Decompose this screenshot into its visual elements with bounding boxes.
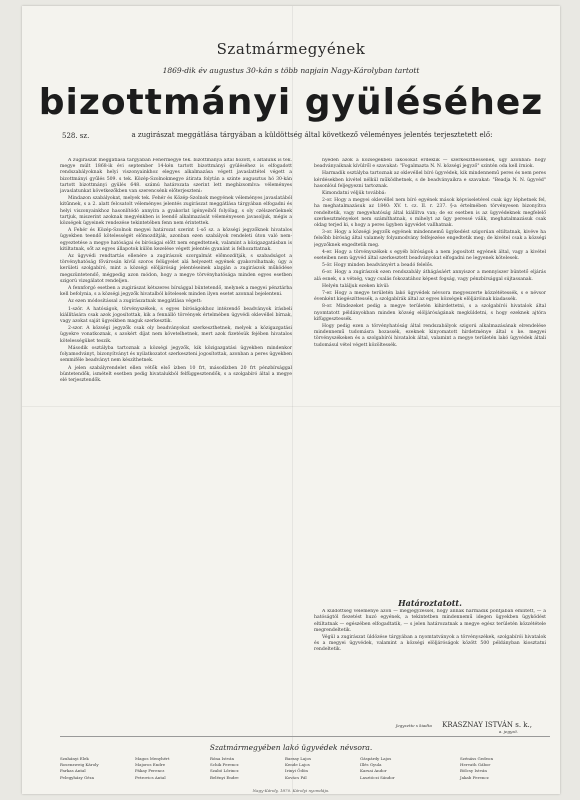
paragraph: 8-or. Mindezeket pedig a megye területén kihirdettetni, s a szolgabírói hivatalok által nyomtatott példányokban minden község elöljáróságának megküldetni, s hogy ezeknek ajtóra kifüggesztessék. <box>314 304 546 322</box>
document-sheet <box>22 6 560 794</box>
intro-line: a zugirászat meggátlása tárgyában a küldöttség által következő véleményes jelentés terjesztetett elő: <box>131 131 493 139</box>
fold-line-vertical <box>292 6 293 794</box>
section-divider <box>60 736 550 737</box>
resolution-body <box>314 609 546 719</box>
lawyer-name: Gáspárdy Lajos <box>360 756 392 761</box>
lawyer-name: Magos Menyhért <box>135 756 170 761</box>
meeting-subtitle: 1869-dik év augustus 30-kán s több napjain Nagy-Károlyban tartott <box>162 66 420 75</box>
paragraph: Végül a zugirászat üldözése tárgyában a nyomtatványok a törvényszékek, szolgabírói hivatalok és a megyei ügyvédek, valamint a községi elöljáróságok között 500 példányban kiosztatni rendeltetik. <box>314 635 546 653</box>
signature-name: KRASZNAY ISTVÁN s. k., <box>442 721 532 730</box>
lawyer-name: Schik Ferencz <box>210 762 239 768</box>
paragraph: Az ügyvédi rendtartás ellenére a zugirászok szorgalmát előmozdítják, s szabadságot a törvényhatóság fővárosán kívül szoros felügyelet alá helyezett egyének gyakorolhatnak; úgy a kerületi szolgabíró, mint a községi elöljáróság jelentéseinek alapján a zugirászok működése megszüntetendő, mégpedig azon módon, hogy a megye törvényhatósága minden egyes esetben szigorú vizsgálatot rendeljen. <box>60 254 292 284</box>
headline: bizottmányi gyüléséhez <box>38 82 544 123</box>
lawyer-name: Karsai Andor <box>360 768 387 774</box>
paragraph: Harmadik osztályba tartoznak az oklevéllel bíró ügyvédek, kik mindennemű peres és nem peres kérdésekben kivétel nélkül működhetnek, s de beadványaikra e szavakat: "Beadja N. N. ügyvéd" hasonlóul feljegyezni tartoznak. <box>314 171 546 189</box>
paragraph: nyeden azok a községekbeli lakosokat érdeklik — szerkeszthessenek, úgy azonban: hogy beadványaiknak kívülről e szavakat: "Fogalmazta N. N. községi jegyző" szintén oda kell írniok. <box>314 158 546 170</box>
lawyer-name: Farkas Antal <box>60 768 86 774</box>
paragraph: 7-er. Hogy a megye területén lakó ügyvédek névsora megyeszerte közzététessék, s e névsor évenként kiegészíttessék, a szolgabírák által az egyes községek elöljáróinak kiadassék. <box>314 291 546 303</box>
lawyer-name: Hervath Gábor <box>460 762 491 768</box>
lawyer-name: Rosenzweig Károly <box>60 762 99 768</box>
paragraph: 4-er. Hogy a törvényszékek s egyéb bíróságok a nem jogosított egyének által, vagy a kivétel eseteiben nem ügyvéd által szerkesztett beadványokat elfogadni ne legyenek kötelesek. <box>314 249 546 262</box>
lawyer-name: Felegyházy Géza <box>60 774 95 780</box>
lawyer-name: Lasztóczi Sándor <box>360 774 395 780</box>
signature-title: a. jegyző. <box>498 729 518 735</box>
paragraph: Helyén találjuk ezeken kívül: <box>322 283 390 289</box>
paragraph: 2-or. Hogy a megyei oklevéllel nem bíró egyének mások képviseletével csak úgy léphetnek fel, ha meghatalmazásuk az 1840: XV. t. cz. II. r. 237. §-a értelmében törvényesen bizonyítva rendeltetik, vagy megyehatóság által kiállítva van; de ez esetben is az ügyvédeknek megfelelő szerkesztményeket nem számíthatnak, s mihelyt az ügy peressé válik, meghatalmazásuk csak oldag terjed ki, s hogy a peres ügyben ügyvédet vallhatnak. <box>314 198 546 229</box>
lawyer-name: Majoros Endre <box>135 762 166 768</box>
left-text-column <box>60 158 292 756</box>
lawyer-name: Petrovics Antal <box>135 774 166 780</box>
lawyer-name: Barzay Lajos <box>285 756 312 761</box>
paragraph: 1-ször. A hatóságok, törvényszékek, s egyes bíróságokhoz intézendő beadványok írásbeli kiállítására csak azok jogosítottak, kik a fennálló törvények értelmében ügyvédi oklevéllel bírnak, vagy azokat saját ügyeikben maguk szerkesztik. <box>60 306 292 325</box>
county-title: Szatmármegyének <box>216 40 366 58</box>
paragraph: 3-or. Hogy a községi jegyzők egyének mindennemű ügykedést szigorúan eltiltatnak, kivéve ha felsőbb bíróság által valamely folyamodvány felfejezése engedtetik meg; de kivétel csak a községi jegyzőknek engedtetik meg. <box>314 230 546 248</box>
lawyer-name: Irinyi Ödön <box>285 768 308 774</box>
paragraph: Az ezen módosítással a zugirászatnak meggátlása végett: <box>68 299 202 305</box>
paragraph: 6-or. Hogy a zugirászok ezen rendszabály áthágásáért annyiszor a mennyiszer büntető eljárás alá esnek, s a vétség, vagy csalás fokozatához képest fogság, vagy pénzbírsággal sújtassanak. <box>314 270 546 282</box>
paragraph: 2-szor. A községi jegyzők csak oly beadványokat szerkeszthetnek, melyek a közigazgatási ügyekre vonatkoznak, s azokért díjat nem követelhetnek, mert azok fizetésük fejében hivatalos kötelességüket teszik. <box>60 326 292 344</box>
lawyer-name: Szuhányi Elek <box>60 756 89 761</box>
lawyer-name: Kende Lajos <box>285 762 310 768</box>
lawyer-column <box>60 756 122 781</box>
lawyer-name: Róna István <box>210 756 235 761</box>
lawyer-name: Illés Gyula <box>360 762 382 768</box>
lawyer-name: Kovács Pál <box>285 774 307 780</box>
lawyer-name: Pákay Ferencz <box>135 768 165 774</box>
paragraph: Kimondatni véljük továbbá: <box>322 191 386 197</box>
right-column-body <box>314 158 546 596</box>
right-text-column <box>314 158 546 736</box>
paragraph: A fennforgó esetben a zugirászat kétszeres bírsággal büntetendő, melynek a megyei pénztárba kell befolynia, s a községi jegyzők hivatalból kötelesek minden ilyen esetet azonnal bejelenteni. <box>60 286 292 298</box>
paragraph: A Fehér és Közép-Szolnok megyei határozat szerint 1-ső sz. a községi jegyzőknek hivatalos ügyekben teendő kötelességét előmozdítják, azonban ezen szabályok rendeleti úton való nem-egyeztetése a megye hatóságai és bíróságai előtt nem engedtetnek, valamint a közigazgatásban is kitiltatnak, sőt az egyes állapotok külön kezelése végett jelentés gyanánt is felhozattatnak. <box>60 228 292 252</box>
signature-block <box>314 722 546 729</box>
lawyer-column <box>360 756 450 781</box>
lawyer-name: Szabó Lőrincz <box>210 768 239 774</box>
signature-role: Jegyzette s kiadta <box>395 723 432 729</box>
lawyer-column <box>210 756 272 781</box>
lawyer-name: Szénáss Gedeon <box>460 756 494 761</box>
paragraph: A zugirászat meggátlása tárgyában Fehérmegye tek. bizottmánya által hozott, s általunk is tek. megye múlt 1868-ik évi september 14-kén tartott bizottmányi gyüléséhez is elfogadott rendszabályoknak helyi viszonyainkhoz elegyes alkalmazása végett javaslattétel végett a bizottmányi gyűlés 509. s tek. Közép-Szolnokmegye átirata folytán a szinte augusztus hó 30-kán tartott bizottmányi gyülés 648. számú határozata szerint lett meghízsomlva: véleményes javaslatunkat következőkben van szerencsénk előterjeszteni: <box>60 158 292 195</box>
paragraph: Második osztályba tartoznak a községi jegyzők, kik közigazgatási ügyekben mindenkor folyamodványt, bizonyítványt és nyilatkozatot szerkeszteni jogosítottak, azonban a peres ügyekben semmiféle beadványt nem készíthetnek. <box>60 345 292 364</box>
lawyer-column <box>460 756 550 781</box>
paragraph: A küldöttség véleménye azon — megjegyzéssel, hogy annak harmadik pontjában említett, — a hatóságtól fiezetést huzó egyének, a tekintetben mindennemű idegen ügyekben ügyködést eltiltatnak — egészében elfogadtatik, — s jelen határozatnak a megye egész területén közzététele megrendeltetik. <box>314 609 546 633</box>
lawyer-column <box>135 756 197 781</box>
paragraph: A jelen szabályrendelet ellen vétők első ízben 10 frt, másodízben 20 frt pénzbírsággal büntetendők, ismételt esetben pedig hivatalukból felfüggesztendők, s a szolgabíró által a megye elé terjesztendők. <box>60 365 292 383</box>
document-number: 528. sz. <box>62 132 90 140</box>
resolution-heading: Határoztatott. <box>398 598 462 608</box>
printer-imprint: Nagy-Károly, 1870. Károlyi nyomdája. <box>252 788 330 793</box>
lawyer-column <box>285 756 347 781</box>
lawyer-name: Bölcsy István <box>460 768 487 774</box>
lawyer-list-heading: Szatmármegyében lakó ügyvédek névsora. <box>209 743 373 752</box>
lawyer-name: Belényi Endre <box>210 774 239 780</box>
paragraph: Hogy pedig ezen a törvényhatóság által rendszabályok szigorú alkalmazásának elrendelése mindennemű tudomásra hozassék, ezeknek kinyomatott hirdetménye által s ke. megyei törvényszékeken és a szolgabírói hivatalok által, valamint a megye területén lakó ügyvédek általi tudomásul vétel végett közöltessék. <box>314 324 546 348</box>
paragraph: 5-ör. Hogy minden beadványért a beadó felelős. <box>322 263 434 269</box>
paragraph: Mindazon szabályokat, melyek tek. Fehér és Közép-Szolnok megyének véleményes javaslatából kitűnnek, s a 2. alatt felcsatolt véleményes jelentés zugirászat meggátlása tárgyában elfogadni és helyi viszonyainkhoz hasonlítódó annyira a gyakorlat igényeiből folyólag, s oly czélszerűeknek tartjuk, miszerint azoknak megyénkben is leendő alkalmazását véleményesen javasoljuk, mégis a községek ügyeinek rendezése tekintetében fenn nem érintettek. <box>60 196 292 227</box>
lawyer-name: Jakab Ferencz <box>460 774 489 780</box>
